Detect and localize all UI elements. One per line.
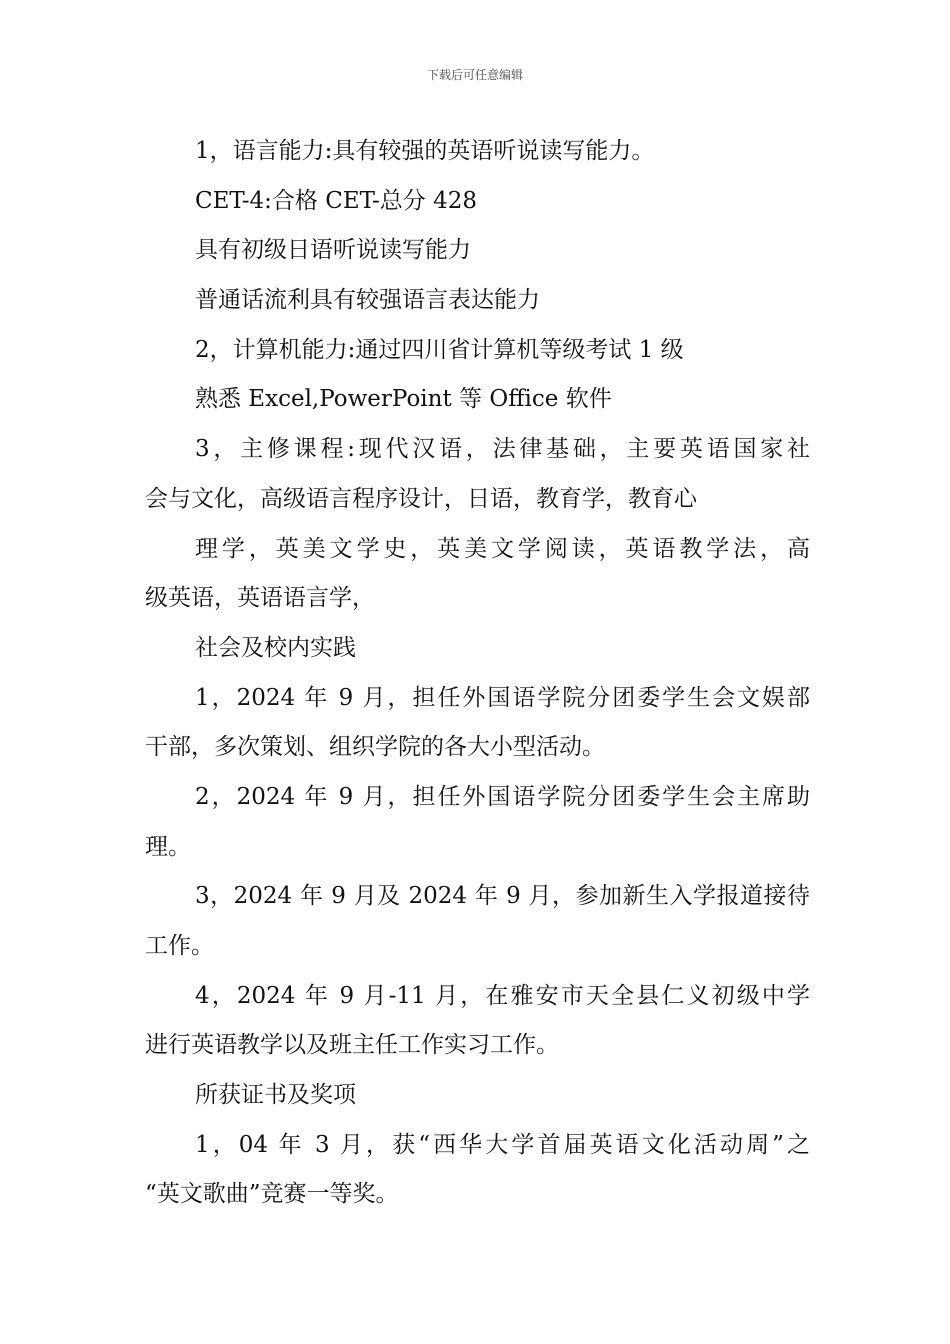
text-line: “英文歌曲”竞赛一等奖。 <box>145 1181 399 1208</box>
text-line: 4，2024 年 9 月-11 月，在雅安市天全县仁义初级中学 <box>195 982 810 1009</box>
text-line: 熟悉 Excel,PowerPoint 等 Office 软件 <box>195 386 612 413</box>
text-line: 1，04 年 3 月，获“西华大学首届英语文化活动周”之 <box>195 1131 810 1158</box>
text-line: 干部，多次策划、组织学院的各大小型活动。 <box>145 734 605 761</box>
text-line: 1，2024 年 9 月，担任外国语学院分团委学生会文娱部 <box>195 684 810 711</box>
text-line: 具有初级日语听说读写能力 <box>195 237 471 264</box>
text-line: 进行英语教学以及班主任工作实习工作。 <box>145 1032 559 1059</box>
page-header: 下载后可任意编辑 <box>426 68 523 82</box>
text-line: 理。 <box>145 833 191 860</box>
text-line: 理学，英美文学史，英美文学阅读，英语教学法，高 <box>195 535 810 562</box>
text-line: 3，2024 年 9 月及 2024 年 9 月，参加新生入学报道接待 <box>195 883 810 910</box>
text-line: 2，2024 年 9 月，担任外国语学院分团委学生会主席助 <box>195 783 810 810</box>
text-line: 会与文化，高级语言程序设计，日语，教育学，教育心 <box>145 485 697 512</box>
text-line: 2，计算机能力:通过四川省计算机等级考试 1 级 <box>195 336 684 363</box>
text-line: 普通话流利具有较强语言表达能力 <box>195 287 540 314</box>
text-line: 工作。 <box>145 933 214 959</box>
text-line: 社会及校内实践 <box>195 634 356 661</box>
text-line: 所获证书及奖项 <box>195 1082 356 1109</box>
text-line: 1，语言能力:具有较强的英语听说读写能力。 <box>195 138 655 164</box>
document-body <box>145 127 810 1220</box>
text-line: CET-4:合格 CET-总分 428 <box>195 187 477 214</box>
text-line: 级英语，英语语言学， <box>145 585 375 612</box>
text-line: 3，主修课程:现代汉语，法律基础，主要英语国家社 <box>195 436 810 463</box>
